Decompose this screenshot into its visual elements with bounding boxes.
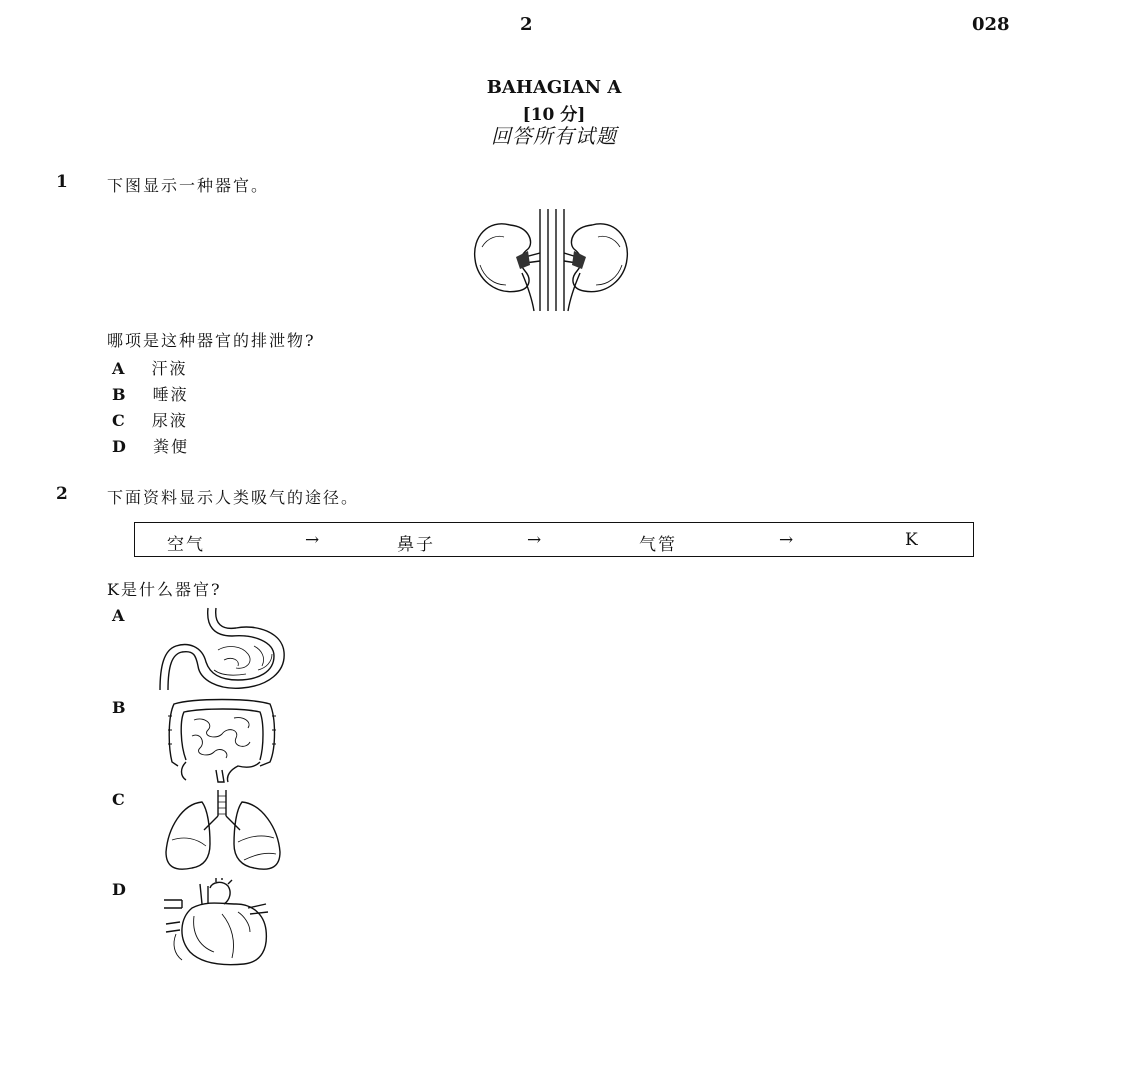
question-1-prompt: 哪项是这种器官的排泄物? (107, 331, 316, 350)
option-text: 唾液 (152, 385, 189, 404)
flow-step-k: K (905, 530, 920, 550)
question-1-option-d[interactable] (112, 434, 189, 457)
page-number: 2 (520, 14, 533, 35)
section-instruction: 回答所有试题 (491, 124, 617, 148)
flow-step-trachea: 气管 (639, 535, 677, 555)
question-1-number: 1 (56, 172, 68, 192)
question-1-option-b[interactable] (112, 382, 189, 405)
question-2-option-c-letter[interactable]: C (112, 790, 125, 809)
question-2-option-b-letter[interactable]: B (112, 698, 126, 717)
stomach-icon[interactable] (158, 606, 290, 694)
option-text: 粪便 (152, 437, 189, 456)
question-1-option-a[interactable] (112, 356, 188, 379)
section-title: BAHAGIAN A (486, 77, 622, 98)
option-letter: A (112, 359, 125, 378)
flow-step-air: 空气 (167, 535, 205, 555)
question-2-option-a-letter[interactable]: A (112, 606, 125, 625)
question-1-option-c[interactable] (112, 408, 188, 431)
breathing-pathway-box (134, 522, 974, 557)
question-2-number: 2 (56, 484, 68, 504)
option-text: 汗液 (151, 359, 188, 378)
question-2-prompt: K是什么器官? (107, 580, 222, 599)
intestines-icon[interactable] (164, 696, 280, 784)
kidneys-icon (470, 207, 635, 313)
option-text: 尿液 (151, 411, 188, 430)
flow-arrow: → (779, 530, 796, 550)
flow-arrow: → (305, 530, 322, 550)
paper-code: 028 (972, 14, 1010, 35)
flow-arrow: → (527, 530, 544, 550)
section-marks: [10 分] (522, 105, 586, 125)
question-2-stem: 下面资料显示人类吸气的途径。 (107, 488, 360, 507)
option-letter: D (112, 437, 126, 456)
flow-step-nose: 鼻子 (397, 535, 435, 555)
question-1-stem: 下图显示一种器官。 (107, 176, 270, 195)
question-2-option-d-letter[interactable]: D (112, 880, 126, 899)
option-letter: C (112, 411, 125, 430)
option-letter: B (112, 385, 126, 404)
lungs-icon[interactable] (162, 788, 284, 874)
heart-icon[interactable] (162, 878, 272, 968)
